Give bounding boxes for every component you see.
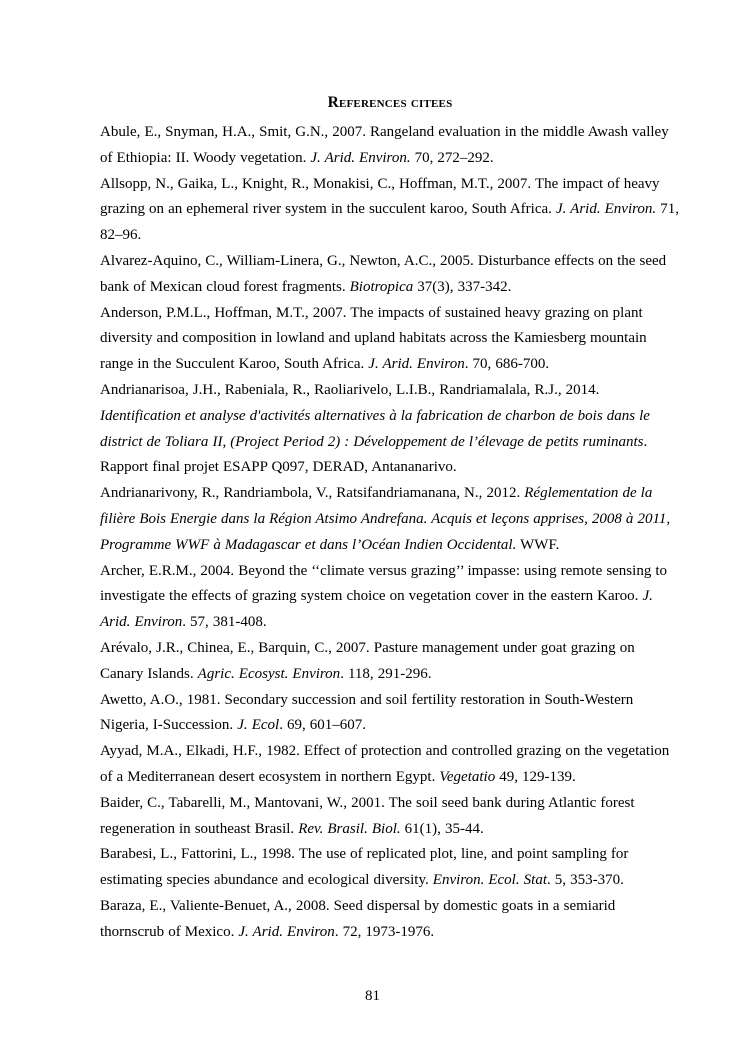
reference-text-segment: Baider, C., Tabarelli, M., Mantovani, W., 2001. The soil seed bank during Atlantic forest regeneration in southeast Brasil.: [100, 794, 635, 837]
reference-text-segment: . 57, 381-408.: [182, 614, 267, 631]
reference-entry: [100, 739, 680, 791]
reference-text-segment: Baraza, E., Valiente-Benuet, A., 2008. Seed dispersal by domestic goats in a semiarid thornscrub of Mexico.: [100, 897, 616, 940]
reference-entry: [100, 481, 680, 558]
references-heading: References citees: [327, 94, 453, 111]
reference-text-segment: . 69, 601–607.: [279, 717, 367, 734]
reference-text-segment: Andrianarivony, R., Randriambola, V., Ratsifandriamanana, N., 2012.: [100, 485, 525, 502]
reference-text-segment: 49, 129-139.: [495, 768, 576, 785]
reference-italic-segment: Réglementation de la filière Bois Energie dans la Région Atsimo Andrefana. Acquis et leçons apprises, 2008 à 2011, Programme WWF à Madagascar et dans l’Océan Indien Occidental.: [100, 485, 671, 553]
reference-entry: [100, 378, 680, 481]
reference-text-segment: . 118, 291-296.: [340, 665, 432, 682]
page-number: 81: [365, 988, 380, 1004]
reference-entry: [100, 120, 680, 172]
reference-entry: [100, 791, 680, 843]
reference-italic-segment: Rev. Brasil. Biol.: [298, 820, 401, 837]
reference-text-segment: . 70, 686-700.: [464, 356, 550, 373]
reference-entry: [100, 559, 680, 636]
reference-text-segment: 61(1), 35-44.: [400, 820, 484, 837]
reference-italic-segment: J. Arid. Environ: [100, 588, 653, 631]
reference-italic-segment: J. Arid. Environ: [238, 923, 335, 940]
reference-text-segment: . Rapport final projet ESAPP Q097, DERAD, Antananarivo.: [100, 433, 648, 476]
reference-text-segment: . 5, 353-370.: [547, 872, 624, 889]
reference-italic-segment: J. Arid. Environ.: [310, 149, 411, 166]
reference-italic-segment: Agric. Ecosyst. Environ: [197, 665, 341, 682]
reference-text-segment: 37(3), 337-342.: [413, 278, 512, 295]
reference-text-segment: 70, 272–292.: [410, 149, 494, 166]
reference-entry: [100, 172, 680, 249]
reference-entry: [100, 842, 680, 894]
reference-entry: [100, 301, 680, 378]
reference-text-segment: Anderson, P.M.L., Hoffman, M.T., 2007. The impacts of sustained heavy grazing on plant diversity and composition in lowland and upland habitats across the Kamiesberg mountain range in the Succulent Karoo, South Africa.: [100, 304, 647, 373]
reference-text-segment: Awetto, A.O., 1981. Secondary succession and soil fertility restoration in South-Western Nigeria, I-Succession.: [100, 691, 634, 734]
reference-text-segment: . 72, 1973-1976.: [334, 923, 435, 940]
reference-text-segment: Archer, E.R.M., 2004. Beyond the ‘‘climate versus grazing’’ impasse: using remote sensing to investigate the effects of grazing system choice on vegetation cover in the eastern Karoo.: [100, 562, 668, 605]
reference-italic-segment: Biotropica: [349, 278, 414, 295]
reference-text-segment: Arévalo, J.R., Chinea, E., Barquin, C., 2007. Pasture management under goat grazing on Canary Islands.: [100, 639, 635, 682]
reference-text-segment: Abule, E., Snyman, H.A., Smit, G.N., 2007. Rangeland evaluation in the middle Awash valley of Ethiopia: II. Woody vegetation.: [100, 124, 669, 166]
reference-entry: [100, 249, 680, 301]
reference-entry: [100, 636, 680, 688]
reference-italic-segment: J. Arid. Environ.: [555, 201, 657, 218]
reference-italic-segment: Vegetatio: [439, 768, 496, 785]
reference-italic-segment: Environ. Ecol. Stat: [432, 872, 547, 889]
reference-text-segment: Andrianarisoa, J.H., Rabeniala, R., Raoliarivelo, L.I.B., Randriamalala, R.J., 2014.: [100, 381, 600, 398]
reference-entry: [100, 894, 680, 946]
reference-italic-segment: Identification et analyse d'activités alternatives à la fabrication de charbon de bois dans le district de Toliara II, (Project Period 2) : Développement de l’élevage de petits ruminants: [100, 407, 650, 450]
reference-italic-segment: J. Arid. Environ: [368, 356, 465, 373]
reference-text-segment: Allsopp, N., Gaika, L., Knight, R., Monakisi, C., Hoffman, M.T., 2007. The impact of heavy grazing on an ephemeral river system in the succulent karoo, South Africa.: [100, 175, 660, 218]
reference-entry: [100, 688, 680, 740]
reference-text-segment: Barabesi, L., Fattorini, L., 1998. The use of replicated plot, line, and point sampling for estimating species abundance and ecological diversity.: [100, 846, 629, 889]
reference-text-segment: 71, 82–96.: [100, 201, 679, 244]
reference-text-segment: Ayyad, M.A., Elkadi, H.F., 1982. Effect of protection and controlled grazing on the vegetation of a Mediterranean desert ecosystem in northern Egypt.: [100, 743, 670, 785]
reference-text-segment: WWF.: [516, 536, 560, 553]
references-list: [100, 120, 680, 946]
reference-text-segment: Alvarez-Aquino, C., William-Linera, G., Newton, A.C., 2005. Disturbance effects on the seed bank of Mexican cloud forest fragments.: [100, 252, 667, 295]
reference-italic-segment: J. Ecol: [237, 717, 280, 734]
page-content: [100, 90, 680, 946]
